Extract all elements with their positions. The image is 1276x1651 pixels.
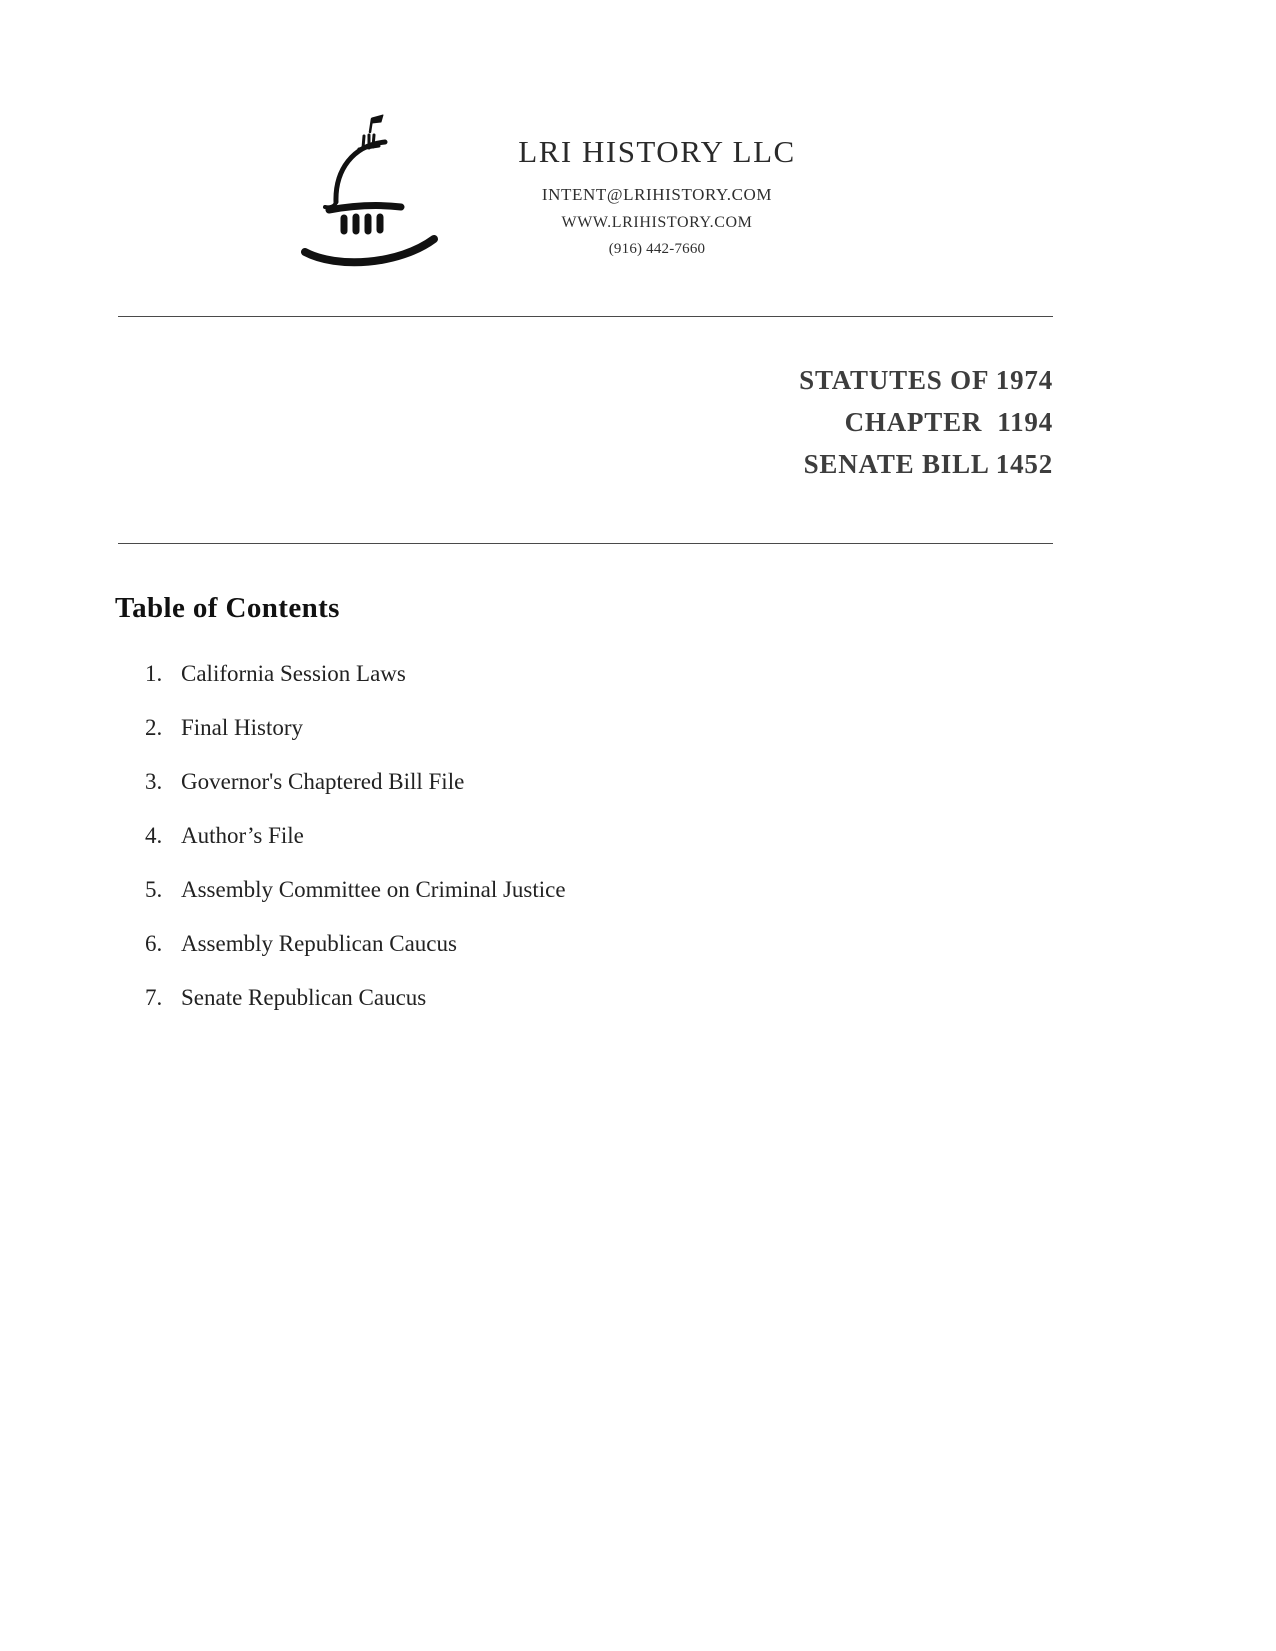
toc-item: Senate Republican Caucus <box>181 985 427 1010</box>
toc-item: Final History <box>181 715 304 740</box>
statutes-block <box>118 359 1053 485</box>
company-name: LRI HISTORY LLC <box>518 134 796 169</box>
company-email: INTENT@LRIHISTORY.COM <box>541 185 773 204</box>
toc-item: California Session Laws <box>181 661 406 686</box>
toc-item: Governor's Chaptered Bill File <box>181 769 465 794</box>
toc-item: Assembly Republican Caucus <box>181 931 457 956</box>
letterhead <box>295 112 1276 272</box>
toc-list <box>0 659 1276 1013</box>
toc-title: Table of Contents <box>115 592 340 624</box>
company-website: WWW.LRIHISTORY.COM <box>561 214 753 231</box>
toc-item: Author’s File <box>181 823 304 848</box>
statutes-line-3: SENATE BILL 1452 <box>803 449 1053 479</box>
letterhead-text <box>487 134 827 258</box>
company-phone: (916) 442-7660 <box>608 241 706 257</box>
capitol-dome-icon <box>295 112 445 272</box>
statutes-line-2: CHAPTER 1194 <box>844 407 1053 437</box>
divider-top <box>118 316 1053 317</box>
statutes-line-1: STATUTES OF 1974 <box>799 365 1053 395</box>
divider-bottom <box>118 543 1053 544</box>
toc-item: Assembly Committee on Criminal Justice <box>181 877 566 902</box>
